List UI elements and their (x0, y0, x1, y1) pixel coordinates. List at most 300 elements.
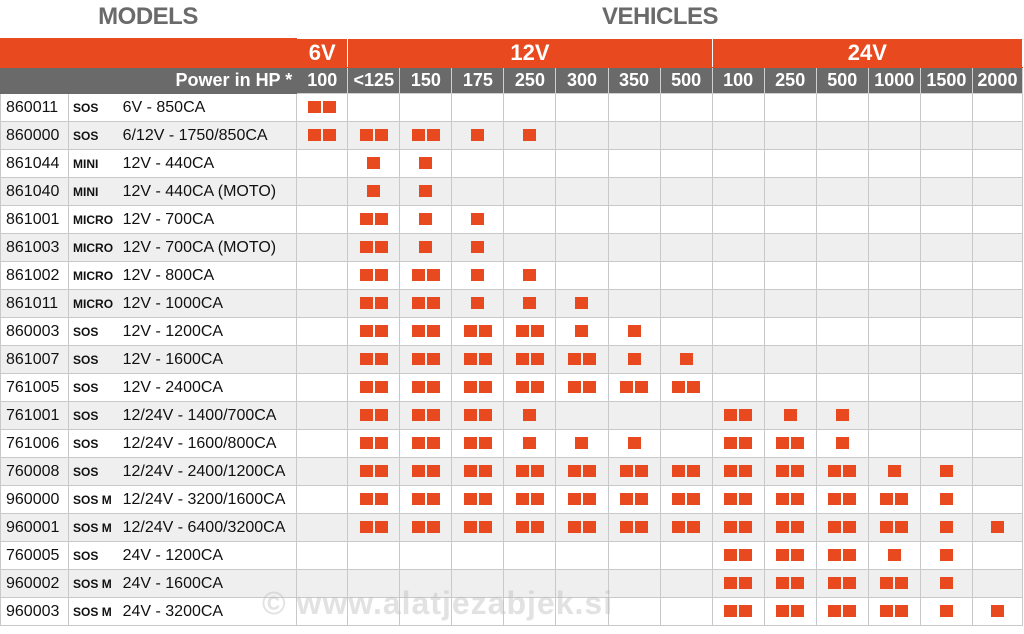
compatibility-marker (739, 577, 752, 589)
model-row (1, 206, 1023, 234)
compatibility-marker (531, 493, 544, 505)
compatibility-marker-group (776, 605, 804, 617)
compatibility-cell (972, 206, 1022, 234)
compatibility-cell (297, 430, 348, 458)
compatibility-cell (348, 486, 400, 514)
compatibility-cell (400, 570, 452, 598)
model-series: SOS (69, 374, 119, 402)
compatibility-cell (764, 430, 816, 458)
compatibility-cell (816, 458, 868, 486)
compatibility-cell (920, 262, 972, 290)
compatibility-marker (412, 409, 425, 421)
compatibility-cell (348, 318, 400, 346)
compatibility-marker (776, 465, 789, 477)
model-code: 761006 (1, 430, 69, 458)
compatibility-cell (816, 346, 868, 374)
compatibility-cell (400, 430, 452, 458)
model-code: 760008 (1, 458, 69, 486)
compatibility-cell (400, 122, 452, 150)
compatibility-marker-group (412, 297, 440, 309)
compatibility-marker-group (672, 493, 700, 505)
compatibility-marker-group (776, 465, 804, 477)
compatibility-cell (764, 346, 816, 374)
compatibility-cell (920, 346, 972, 374)
compatibility-marker (724, 605, 737, 617)
compatibility-cell (764, 458, 816, 486)
compatibility-marker-group (828, 549, 856, 561)
compatibility-cell (660, 374, 712, 402)
compatibility-marker (991, 521, 1004, 533)
compatibility-cell (348, 150, 400, 178)
compatibility-marker (880, 521, 893, 533)
compatibility-cell (816, 514, 868, 542)
compatibility-marker (375, 465, 388, 477)
compatibility-marker (360, 241, 373, 253)
compatibility-marker (479, 381, 492, 393)
compatibility-cell (504, 598, 556, 626)
model-row (1, 402, 1023, 430)
compatibility-cell (608, 234, 660, 262)
compatibility-cell (764, 486, 816, 514)
compatibility-cell (400, 206, 452, 234)
compatibility-marker (523, 409, 536, 421)
model-row (1, 514, 1023, 542)
compatibility-cell (660, 486, 712, 514)
model-series: SOS (69, 402, 119, 430)
compatibility-marker (464, 521, 477, 533)
compatibility-cell (504, 178, 556, 206)
compatibility-marker (739, 605, 752, 617)
compatibility-marker (427, 353, 440, 365)
compatibility-cell (400, 514, 452, 542)
compatibility-marker (739, 465, 752, 477)
compatibility-cell (660, 346, 712, 374)
model-description: 12V - 1000CA (119, 290, 297, 318)
model-code: 861007 (1, 346, 69, 374)
compatibility-cell (972, 486, 1022, 514)
compatibility-cell (452, 542, 504, 570)
compatibility-cell (712, 122, 764, 150)
compatibility-cell (764, 598, 816, 626)
compatibility-cell (764, 206, 816, 234)
compatibility-cell (920, 402, 972, 430)
compatibility-marker (635, 465, 648, 477)
compatibility-marker-group (412, 437, 440, 449)
compatibility-cell (556, 290, 608, 318)
compatibility-marker (412, 325, 425, 337)
compatibility-cell (400, 598, 452, 626)
compatibility-cell (712, 346, 764, 374)
model-row (1, 94, 1023, 122)
model-code: 960003 (1, 598, 69, 626)
compatibility-marker-group (880, 577, 908, 589)
compatibility-marker (843, 577, 856, 589)
compatibility-cell (400, 290, 452, 318)
compatibility-cell (712, 234, 764, 262)
compatibility-marker (568, 493, 581, 505)
compatibility-cell (868, 122, 920, 150)
compatibility-cell (920, 598, 972, 626)
model-series: SOS M (69, 514, 119, 542)
compatibility-marker (843, 521, 856, 533)
compatibility-marker (427, 493, 440, 505)
compatibility-cell (972, 94, 1022, 122)
compatibility-cell (920, 542, 972, 570)
model-description: 12/24V - 1400/700CA (119, 402, 297, 430)
compatibility-cell (816, 206, 868, 234)
compatibility-marker (479, 353, 492, 365)
compatibility-marker-group (620, 493, 648, 505)
compatibility-cell (816, 262, 868, 290)
compatibility-cell (868, 598, 920, 626)
compatibility-marker-group (523, 269, 536, 281)
compatibility-marker-group (516, 521, 544, 533)
model-code: 861001 (1, 206, 69, 234)
compatibility-marker (776, 577, 789, 589)
compatibility-marker (479, 437, 492, 449)
compatibility-cell (764, 94, 816, 122)
compatibility-marker-group (940, 577, 953, 589)
compatibility-cell (660, 514, 712, 542)
compatibility-cell (556, 570, 608, 598)
model-series: SOS M (69, 570, 119, 598)
model-row (1, 122, 1023, 150)
compatibility-marker (724, 549, 737, 561)
compatibility-marker-group (880, 521, 908, 533)
compatibility-marker-group (360, 353, 388, 365)
power-column-header: 300 (556, 68, 608, 94)
model-series: MINI (69, 178, 119, 206)
compatibility-marker-group (523, 297, 536, 309)
compatibility-cell (972, 150, 1022, 178)
model-code: 861044 (1, 150, 69, 178)
compatibility-marker-group (776, 493, 804, 505)
compatibility-cell (816, 122, 868, 150)
compatibility-marker (531, 465, 544, 477)
compatibility-marker (888, 465, 901, 477)
compatibility-cell (348, 178, 400, 206)
model-row (1, 458, 1023, 486)
compatibility-cell (868, 514, 920, 542)
compatibility-marker (791, 437, 804, 449)
compatibility-cell (400, 150, 452, 178)
compatibility-marker-group (940, 549, 953, 561)
compatibility-marker (531, 381, 544, 393)
compatibility-cell (816, 94, 868, 122)
model-row (1, 374, 1023, 402)
compatibility-cell (972, 178, 1022, 206)
compatibility-cell (504, 514, 556, 542)
compatibility-marker-group (575, 437, 588, 449)
compatibility-cell (712, 486, 764, 514)
compatibility-marker-group (516, 493, 544, 505)
model-description: 12V - 440CA (119, 150, 297, 178)
compatibility-cell (608, 346, 660, 374)
compatibility-cell (972, 374, 1022, 402)
compatibility-marker (531, 353, 544, 365)
compatibility-marker (427, 269, 440, 281)
model-description: 12V - 440CA (MOTO) (119, 178, 297, 206)
compatibility-marker (776, 493, 789, 505)
top-headings (0, 0, 1024, 38)
model-description: 12V - 1200CA (119, 318, 297, 346)
compatibility-marker (724, 577, 737, 589)
compatibility-cell (920, 234, 972, 262)
model-series: SOS M (69, 486, 119, 514)
model-series: MINI (69, 150, 119, 178)
compatibility-cell (556, 402, 608, 430)
compatibility-cell (452, 234, 504, 262)
compatibility-cell (400, 486, 452, 514)
compatibility-marker-group (940, 465, 953, 477)
model-row (1, 178, 1023, 206)
compatibility-marker (427, 381, 440, 393)
compatibility-cell (868, 542, 920, 570)
compatibility-cell (608, 514, 660, 542)
compatibility-marker (479, 325, 492, 337)
compatibility-marker-group (360, 129, 388, 141)
compatibility-marker-group (523, 437, 536, 449)
compatibility-marker-group (412, 493, 440, 505)
compatibility-marker-group (672, 381, 700, 393)
compatibility-marker (687, 465, 700, 477)
compatibility-cell (712, 570, 764, 598)
compatibility-cell (972, 122, 1022, 150)
compatibility-marker-group (471, 213, 484, 225)
compatibility-marker (412, 465, 425, 477)
compatibility-marker (412, 521, 425, 533)
compatibility-marker-group (724, 549, 752, 561)
power-column-header: 500 (816, 68, 868, 94)
compatibility-marker-group (471, 297, 484, 309)
compatibility-cell (400, 318, 452, 346)
compatibility-cell (868, 318, 920, 346)
compatibility-marker (739, 409, 752, 421)
compatibility-cell (868, 402, 920, 430)
compatibility-cell (452, 458, 504, 486)
compatibility-cell (972, 318, 1022, 346)
compatibility-marker (583, 521, 596, 533)
compatibility-marker-group (828, 493, 856, 505)
compatibility-marker (836, 409, 849, 421)
compatibility-cell (764, 514, 816, 542)
compatibility-marker-group (360, 493, 388, 505)
compatibility-marker (739, 437, 752, 449)
compatibility-marker (583, 353, 596, 365)
compatibility-cell (764, 542, 816, 570)
model-code: 960001 (1, 514, 69, 542)
compatibility-cell (452, 94, 504, 122)
compatibility-marker (776, 437, 789, 449)
compatibility-marker (412, 269, 425, 281)
compatibility-marker-group (724, 437, 752, 449)
power-column-header: 2000 (972, 68, 1022, 94)
compatibility-marker-group (360, 521, 388, 533)
compatibility-marker (464, 409, 477, 421)
compatibility-marker (583, 381, 596, 393)
compatibility-cell (920, 290, 972, 318)
compatibility-marker-group (471, 269, 484, 281)
model-row (1, 150, 1023, 178)
voltage-group-6v: 6V (297, 39, 348, 68)
compatibility-marker (523, 269, 536, 281)
voltage-group-24v: 24V (712, 39, 1022, 68)
compatibility-marker (583, 493, 596, 505)
model-row (1, 486, 1023, 514)
compatibility-marker (427, 325, 440, 337)
model-description: 24V - 1200CA (119, 542, 297, 570)
model-code: 761001 (1, 402, 69, 430)
compatibility-cell (452, 570, 504, 598)
compatibility-marker-group (620, 465, 648, 477)
model-code: 861040 (1, 178, 69, 206)
compatibility-cell (868, 290, 920, 318)
compatibility-cell (608, 318, 660, 346)
compatibility-marker-group (628, 325, 641, 337)
compatibility-cell (400, 234, 452, 262)
model-code: 960000 (1, 486, 69, 514)
model-row (1, 542, 1023, 570)
compatibility-marker (479, 465, 492, 477)
compatibility-cell (297, 234, 348, 262)
model-series: SOS (69, 430, 119, 458)
compatibility-marker (776, 549, 789, 561)
model-code: 760005 (1, 542, 69, 570)
compatibility-cell (920, 122, 972, 150)
compatibility-marker-group (672, 521, 700, 533)
compatibility-marker (367, 157, 380, 169)
model-code: 761005 (1, 374, 69, 402)
compatibility-marker (464, 325, 477, 337)
compatibility-cell (297, 374, 348, 402)
compatibility-marker (360, 437, 373, 449)
compatibility-cell (504, 402, 556, 430)
compatibility-cell (400, 94, 452, 122)
power-column-header: <125 (348, 68, 400, 94)
compatibility-marker (828, 521, 841, 533)
compatibility-cell (452, 290, 504, 318)
compatibility-marker-group (724, 465, 752, 477)
compatibility-marker (895, 577, 908, 589)
compatibility-marker-group (724, 577, 752, 589)
model-description: 12V - 700CA (MOTO) (119, 234, 297, 262)
compatibility-marker (895, 605, 908, 617)
compatibility-marker (516, 325, 529, 337)
compatibility-marker (880, 605, 893, 617)
compatibility-marker (523, 437, 536, 449)
compatibility-marker (464, 353, 477, 365)
compatibility-marker-group (367, 157, 380, 169)
compatibility-marker (412, 353, 425, 365)
model-series: MICRO (69, 206, 119, 234)
voltage-header-row (1, 39, 1023, 68)
compatibility-cell (816, 430, 868, 458)
compatibility-marker (880, 493, 893, 505)
compatibility-marker (375, 325, 388, 337)
model-series: SOS M (69, 598, 119, 626)
model-description: 24V - 1600CA (119, 570, 297, 598)
compatibility-marker-group (419, 213, 432, 225)
compatibility-cell (400, 402, 452, 430)
compatibility-cell (972, 542, 1022, 570)
compatibility-cell (816, 570, 868, 598)
compatibility-cell (297, 458, 348, 486)
model-description: 12V - 700CA (119, 206, 297, 234)
compatibility-marker (360, 325, 373, 337)
compatibility-cell (504, 458, 556, 486)
power-header-row (1, 68, 1023, 94)
compatibility-marker (620, 493, 633, 505)
compatibility-cell (764, 374, 816, 402)
compatibility-marker (375, 493, 388, 505)
compatibility-marker-group (464, 353, 492, 365)
compatibility-cell (660, 458, 712, 486)
compatibility-cell (660, 94, 712, 122)
compatibility-marker (360, 353, 373, 365)
compatibility-cell (868, 262, 920, 290)
compatibility-marker (828, 577, 841, 589)
compatibility-cell (972, 290, 1022, 318)
compatibility-cell (556, 458, 608, 486)
compatibility-marker (464, 493, 477, 505)
compatibility-cell (868, 486, 920, 514)
compatibility-marker-group (464, 381, 492, 393)
compatibility-marker (791, 549, 804, 561)
compatibility-marker (843, 549, 856, 561)
compatibility-marker-group (464, 493, 492, 505)
compatibility-marker-group (575, 325, 588, 337)
compatibility-marker-group (419, 185, 432, 197)
compatibility-cell (816, 318, 868, 346)
compatibility-marker (940, 549, 953, 561)
compatibility-cell (608, 178, 660, 206)
compatibility-marker (427, 297, 440, 309)
compatibility-cell (348, 542, 400, 570)
compatibility-marker (360, 269, 373, 281)
compatibility-cell (816, 290, 868, 318)
compatibility-marker-group (724, 493, 752, 505)
compatibility-cell (348, 290, 400, 318)
compatibility-marker (523, 129, 536, 141)
compatibility-marker (412, 437, 425, 449)
compatibility-marker (940, 521, 953, 533)
compatibility-marker (360, 521, 373, 533)
compatibility-marker-group (991, 605, 1004, 617)
compatibility-cell (348, 94, 400, 122)
model-code: 861002 (1, 262, 69, 290)
compatibility-cell (400, 542, 452, 570)
compatibility-marker (575, 325, 588, 337)
compatibility-marker (776, 521, 789, 533)
compatibility-marker (375, 381, 388, 393)
compatibility-cell (556, 318, 608, 346)
compatibility-cell (452, 178, 504, 206)
compatibility-marker-group (360, 297, 388, 309)
compatibility-marker-group (828, 465, 856, 477)
model-row (1, 430, 1023, 458)
compatibility-cell (920, 206, 972, 234)
compatibility-cell (816, 486, 868, 514)
compatibility-marker-group (836, 437, 849, 449)
compatibility-marker (724, 465, 737, 477)
compatibility-cell (712, 430, 764, 458)
compatibility-marker (635, 381, 648, 393)
compatibility-marker (471, 241, 484, 253)
compatibility-cell (660, 262, 712, 290)
compatibility-marker (687, 381, 700, 393)
compatibility-marker (323, 129, 336, 141)
compatibility-marker (575, 297, 588, 309)
